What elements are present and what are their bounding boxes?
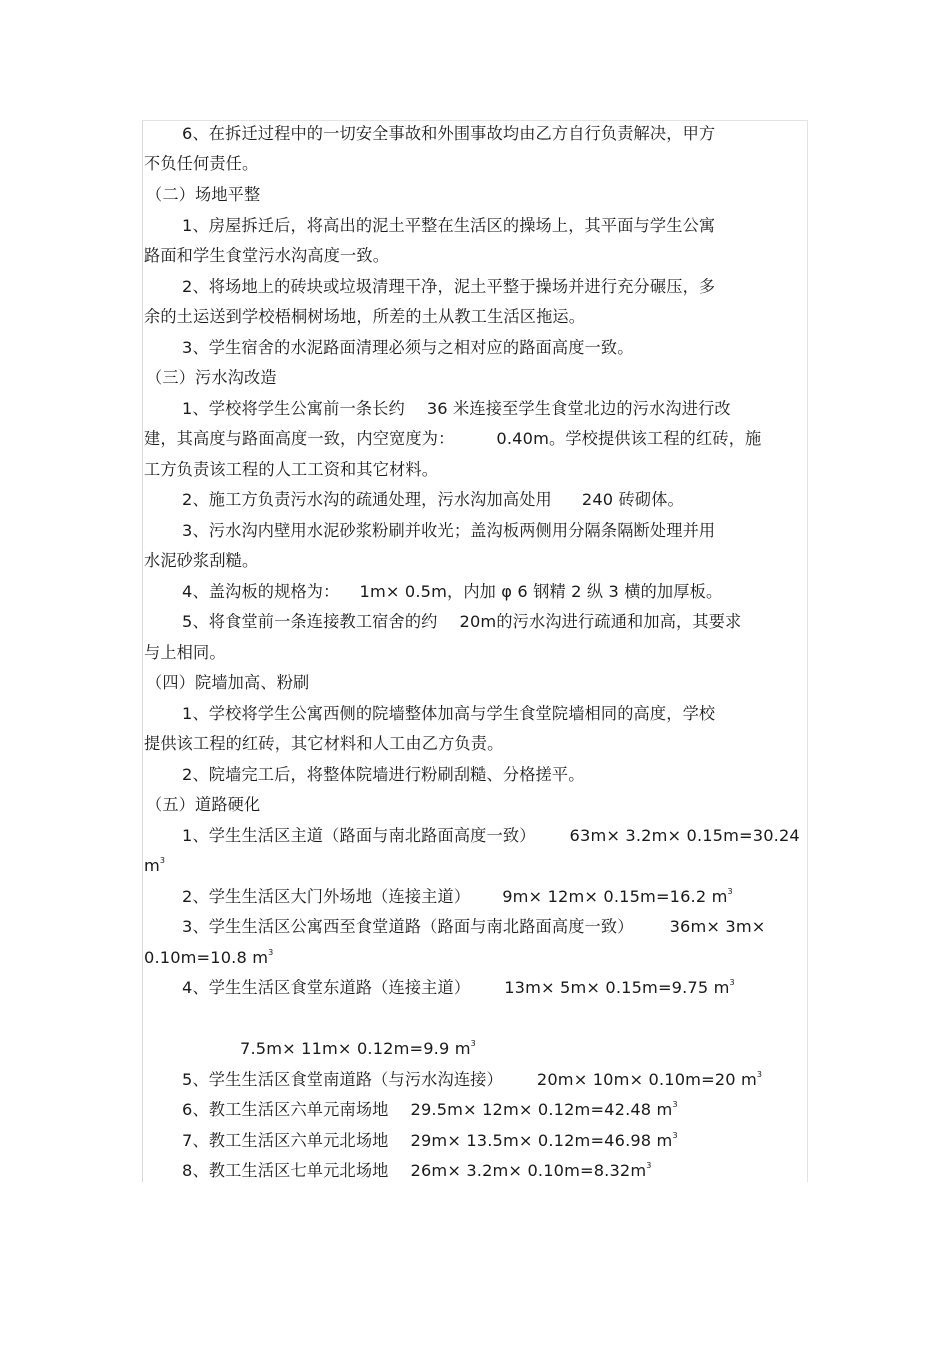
text-line: 6、教工生活区六单元南场地 29.5m× 12m× 0.12m=42.48 $m^3$ bbox=[182, 1100, 678, 1119]
text-line: 1、学校将学生公寓西侧的院墙整体加高与学生食堂院墙相同的高度，学校 bbox=[182, 704, 716, 723]
text-line: 5、学生生活区食堂南道路（与污水沟连接） 20m× 10m× 0.10m=20 $m^3$ bbox=[182, 1070, 763, 1089]
text-line: 提供该工程的红砖，其它材料和人工由乙方负责。 bbox=[144, 734, 504, 753]
text-line: 工方负责该工程的人工工资和其它材料。 bbox=[144, 460, 439, 479]
section-heading: （五）道路硬化 bbox=[146, 795, 261, 814]
text-line: 6、在拆迁过程中的一切安全事故和外围事故均由乙方自行负责解决，甲方 bbox=[182, 124, 716, 143]
section-heading: （二）场地平整 bbox=[146, 185, 261, 204]
text-line: 7.5m× 11m× 0.12m=9.9 $m^3$ bbox=[240, 1039, 476, 1058]
text-line: 2、将场地上的砖块或垃圾清理干净，泥土平整于操场并进行充分碾压，多 bbox=[182, 277, 716, 296]
text-line: 5、将食堂前一条连接教工宿舍的约 20m的污水沟进行疏通和加高，其要求 bbox=[182, 612, 742, 631]
section-heading: （四）院墙加高、粉刷 bbox=[146, 673, 310, 692]
text-line: 3、学生宿舍的水泥路面清理必须与之相对应的路面高度一致。 bbox=[182, 338, 634, 357]
text-line: 建，其高度与路面高度一致，内空宽度为： 0.40m。学校提供该工程的红砖，施 bbox=[144, 429, 762, 448]
text-line: 3、污水沟内壁用水泥砂浆粉刷并收光；盖沟板两侧用分隔条隔断处理并用 bbox=[182, 521, 716, 540]
text-line: 2、学生生活区大门外场地（连接主道） 9m× 12m× 0.15m=16.2 $m^3$ bbox=[182, 887, 733, 906]
text-line: 0.10m=10.8 $m^3$ bbox=[144, 948, 274, 967]
text-line: 水泥砂浆刮糙。 bbox=[144, 551, 259, 570]
text-line: 1、房屋拆迁后，将高出的泥土平整在生活区的操场上，其平面与学生公寓 bbox=[182, 216, 716, 235]
text-line: 4、盖沟板的规格为： 1m× 0.5m，内加 φ 6 钢精 2 纵 3 横的加厚板。 bbox=[182, 582, 723, 601]
text-line: 不负任何责任。 bbox=[144, 154, 259, 173]
text-line: $m^3$ bbox=[144, 856, 166, 875]
text-line: 与上相同。 bbox=[144, 643, 226, 662]
text-line: 3、学生生活区公寓西至食堂道路（路面与南北路面高度一致） 36m× 3m× bbox=[182, 917, 766, 936]
text-line: 1、学校将学生公寓前一条长约 36 米连接至学生食堂北边的污水沟进行改 bbox=[182, 399, 731, 418]
text-line: 余的土运送到学校梧桐树场地，所差的土从教工生活区拖运。 bbox=[144, 307, 586, 326]
text-line: 2、施工方负责污水沟的疏通处理，污水沟加高处用 240 砖砌体。 bbox=[182, 490, 684, 509]
text-line: 2、院墙完工后，将整体院墙进行粉刷刮糙、分格搓平。 bbox=[182, 765, 585, 784]
section-heading: （三）污水沟改造 bbox=[146, 368, 277, 387]
text-line: 1、学生生活区主道（路面与南北路面高度一致） 63m× 3.2m× 0.15m=30.24 bbox=[182, 826, 800, 845]
text-line: 路面和学生食堂污水沟高度一致。 bbox=[144, 246, 390, 265]
text-line: 7、教工生活区六单元北场地 29m× 13.5m× 0.12m=46.98 $m^3$ bbox=[182, 1131, 678, 1150]
text-line: 8、教工生活区七单元北场地 $26m\times 3.2m\times 0.10m=8.32m^3$ bbox=[182, 1161, 652, 1180]
text-line: 4、学生生活区食堂东道路（连接主道） 13m× 5m× 0.15m=9.75 $m^3$ bbox=[182, 978, 735, 997]
